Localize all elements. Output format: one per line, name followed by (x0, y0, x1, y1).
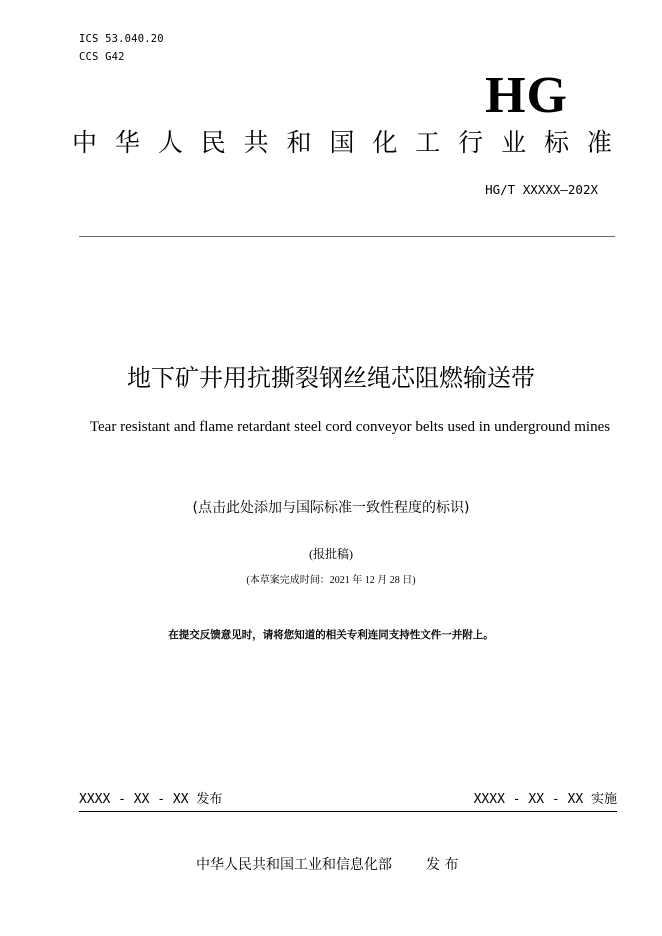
draft-completion-date: (本草案完成时间：2021 年 12 月 28 日) (246, 575, 416, 586)
standard-title-char: 标 (543, 128, 569, 157)
patent-notice: 在提交反馈意见时，请将您知道的相关专利连同支持性文件一并附上。 (168, 629, 494, 641)
footer-divider (79, 811, 617, 812)
issue-label: 发 布 (426, 857, 459, 873)
issuer-line (196, 855, 458, 875)
standard-title-char: 中 (72, 128, 98, 157)
standard-title-char: 和 (286, 128, 312, 157)
ics-code: ICS 53.040.20 (79, 33, 164, 45)
standard-title-char: 民 (200, 128, 226, 157)
standard-title-char: 准 (586, 128, 612, 157)
standard-title-char: 行 (458, 128, 484, 157)
draft-status: (报批稿) (309, 547, 353, 561)
standard-title-char: 国 (329, 128, 355, 157)
document-title-english: Tear resistant and flame retardant steel cord conveyor belts used in underground mines (89, 419, 611, 435)
standard-title-char: 华 (114, 128, 140, 157)
standard-title-char: 工 (415, 128, 441, 157)
release-date: XXXX - XX - XX 发布 (79, 792, 223, 807)
hg-logo: HG (485, 67, 568, 124)
header-divider (79, 236, 615, 237)
standard-title-char: 化 (372, 128, 398, 157)
ccs-code: CCS G42 (79, 51, 125, 63)
standard-title-char: 共 (243, 128, 269, 157)
standard-category-title (72, 125, 612, 161)
issuer-name: 中华人民共和国工业和信息化部 (196, 857, 392, 873)
standard-number: HG/T XXXXX—202X (485, 182, 598, 197)
international-consistency-note[interactable]: (点击此处添加与国际标准一致性程度的标识) (192, 500, 470, 516)
standard-title-char: 业 (501, 128, 527, 157)
implementation-date: XXXX - XX - XX 实施 (473, 792, 617, 807)
document-title-chinese: 地下矿井用抗撕裂钢丝绳芯阻燃输送带 (127, 364, 535, 392)
standard-title-char: 人 (157, 128, 183, 157)
